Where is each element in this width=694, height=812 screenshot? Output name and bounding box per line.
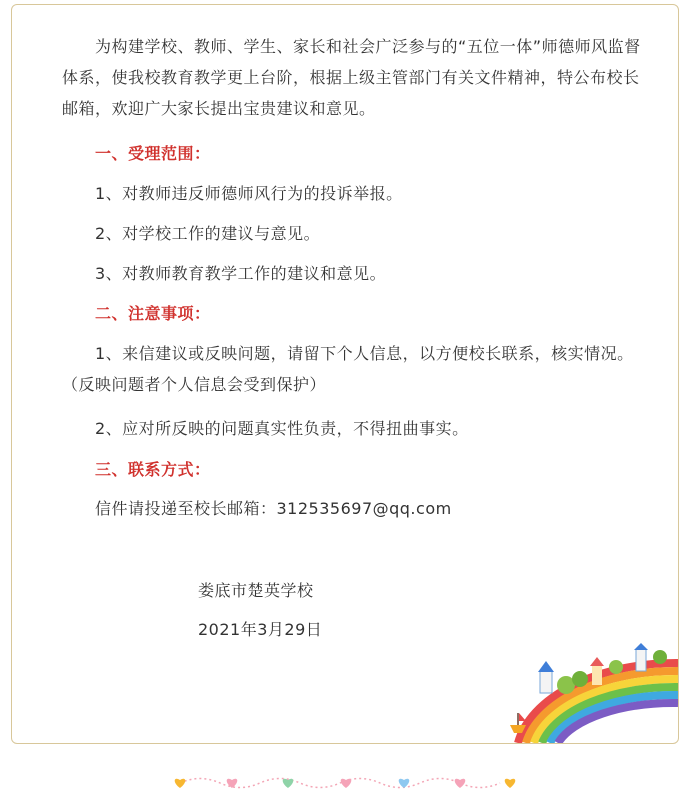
rainbow-town-illustration [508,643,678,743]
contact-line: 信件请投递至校长邮箱：312535697@qq.com [95,499,452,518]
signature-school: 娄底市楚英学校 [198,581,314,600]
section-heading-notes: 二、注意事项： [95,304,211,323]
section-heading-contact: 三、联系方式： [95,460,211,479]
notes-item-1: 1、来信建议或反映问题，请留下个人信息，以方便校长联系，核实情况。（反映问题者个人信息会受到保护） [62,344,634,394]
heart-icon [505,779,516,788]
decorative-heart-divider [170,772,522,794]
section-heading-scope: 一、受理范围： [95,144,211,163]
heart-icon [283,779,294,788]
scope-item-3: 3、对教师教育教学工作的建议和意见。 [95,264,387,283]
heart-icon [175,779,186,788]
heart-icon [455,779,466,788]
notes-item-2: 2、应对所反映的问题真实性负责，不得扭曲事实。 [95,419,469,438]
scope-item-1: 1、对教师违反师德师风行为的投诉举报。 [95,184,403,203]
notice-card [11,4,679,744]
signature-date: 2021年3月29日 [198,620,323,639]
intro-paragraph: 为构建学校、教师、学生、家长和社会广泛参与的“五位一体”师德师风监督体系，使我校教育教学更上台阶，根据上级主管部门有关文件精神，特公布校长邮箱，欢迎广大家长提出宝贵建议和意见。 [62,37,641,118]
heart-icon [341,779,352,788]
scope-item-2: 2、对学校工作的建议与意见。 [95,224,321,243]
heart-icon [399,779,410,788]
